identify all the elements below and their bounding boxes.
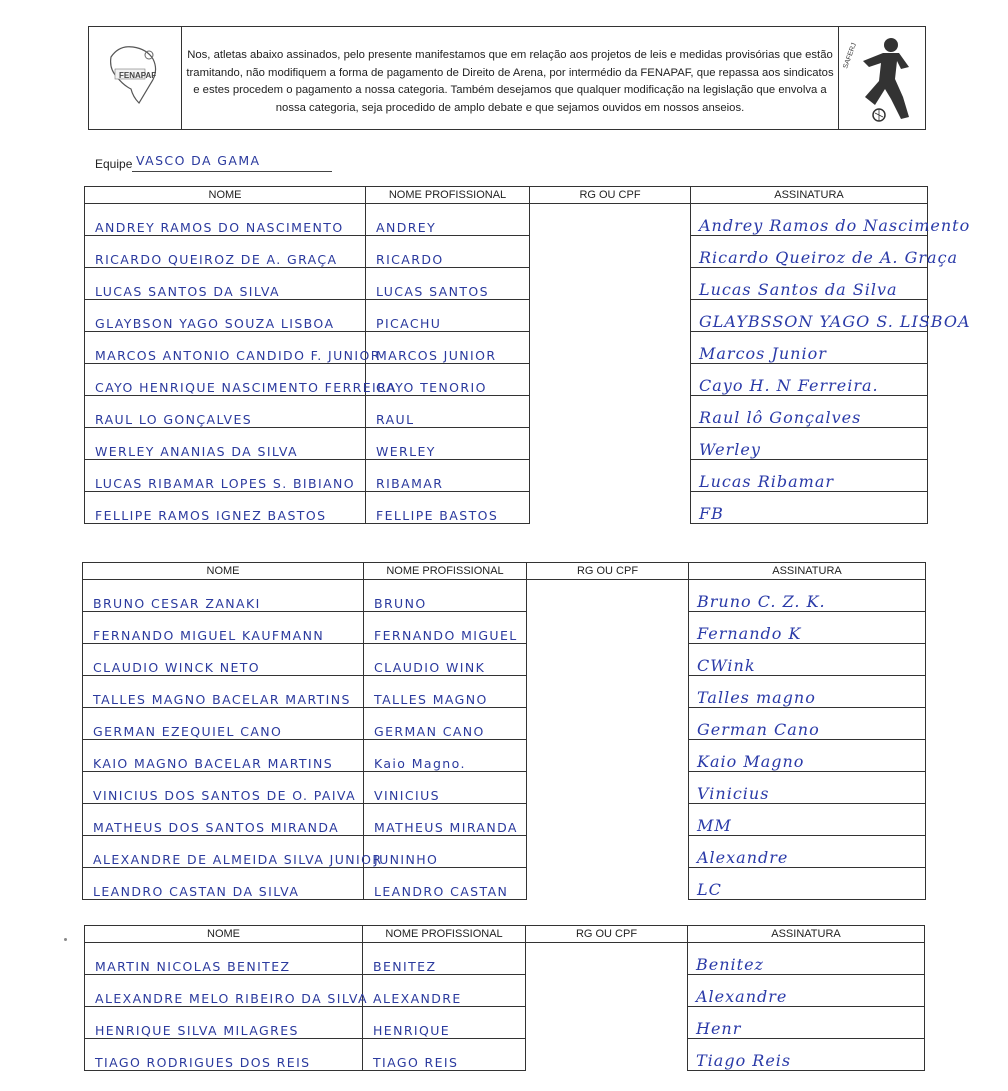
table-row — [83, 580, 926, 612]
nome-cell: ALEXANDRE DE ALMEIDA SILVA JUNIOR — [83, 836, 364, 868]
table-row — [83, 644, 926, 676]
table-row — [83, 804, 926, 836]
signature-cell: Andrey Ramos do Nascimento — [691, 204, 928, 236]
profissional-cell: RIBAMAR — [366, 460, 530, 492]
nome-cell: GLAYBSON YAGO SOUZA LISBOA — [85, 300, 366, 332]
rg-cell — [530, 364, 691, 396]
signature-cell: FB — [691, 492, 928, 524]
signature-cell: Raul lô Gonçalves — [691, 396, 928, 428]
nome-cell: LUCAS SANTOS DA SILVA — [85, 268, 366, 300]
nome-cell: TIAGO RODRIGUES DOS REIS — [85, 1039, 363, 1071]
nome-cell: FELLIPE RAMOS IGNEZ BASTOS — [85, 492, 366, 524]
table-row — [85, 204, 928, 236]
profissional-cell: Kaio Magno. — [364, 740, 527, 772]
header-nome: NOME — [85, 187, 366, 204]
nome-cell: RICARDO QUEIROZ DE A. GRAÇA — [85, 236, 366, 268]
profissional-cell: MATHEUS MIRANDA — [364, 804, 527, 836]
table-row — [85, 943, 925, 975]
nome-cell: HENRIQUE SILVA MILAGRES — [85, 1007, 363, 1039]
nome-cell: MATHEUS DOS SANTOS MIRANDA — [83, 804, 364, 836]
table-row — [83, 772, 926, 804]
signature-cell: Fernando K — [689, 612, 926, 644]
signature-cell: Lucas Santos da Silva — [691, 268, 928, 300]
nome-cell: LUCAS RIBAMAR LOPES S. BIBIANO — [85, 460, 366, 492]
athletes-table-1 — [84, 186, 971, 524]
rg-cell — [526, 1039, 688, 1071]
signature-cell: Talles magno — [689, 676, 926, 708]
signature-cell: Tiago Reis — [688, 1039, 925, 1071]
signature-cell: Marcos Junior — [691, 332, 928, 364]
rg-cell — [527, 868, 689, 900]
header-rg-cpf: RG OU CPF — [527, 563, 689, 580]
table-row — [85, 364, 928, 396]
signature-cell: Cayo H. N Ferreira. — [691, 364, 928, 396]
table-row — [85, 332, 928, 364]
nome-cell: TALLES MAGNO BACELAR MARTINS — [83, 676, 364, 708]
rg-cell — [526, 1007, 688, 1039]
header-nome-profissional: NOME PROFISSIONAL — [364, 563, 527, 580]
table-row — [85, 428, 928, 460]
profissional-cell: WERLEY — [366, 428, 530, 460]
header-nome-profissional: NOME PROFISSIONAL — [366, 187, 530, 204]
table-row — [83, 868, 926, 900]
football-player-icon — [839, 27, 923, 127]
rg-cell — [526, 943, 688, 975]
header-nome: NOME — [83, 563, 364, 580]
profissional-cell: GERMAN CANO — [364, 708, 527, 740]
table-row — [85, 492, 928, 524]
profissional-cell: CAYO TENORIO — [366, 364, 530, 396]
profissional-cell: LEANDRO CASTAN — [364, 868, 527, 900]
profissional-cell: FERNANDO MIGUEL — [364, 612, 527, 644]
rg-cell — [530, 268, 691, 300]
nome-cell: RAUL LO GONÇALVES — [85, 396, 366, 428]
nome-cell: WERLEY ANANIAS DA SILVA — [85, 428, 366, 460]
header-rg-cpf: RG OU CPF — [526, 926, 688, 943]
nome-cell: GERMAN EZEQUIEL CANO — [83, 708, 364, 740]
nome-cell: ANDREY RAMOS DO NASCIMENTO — [85, 204, 366, 236]
nome-cell: MARTIN NICOLAS BENITEZ — [85, 943, 363, 975]
rg-cell — [530, 236, 691, 268]
declaration-header — [88, 26, 926, 130]
table-row — [83, 676, 926, 708]
profissional-cell: CLAUDIO WINK — [364, 644, 527, 676]
rg-cell — [530, 300, 691, 332]
rg-cell — [527, 580, 689, 612]
signature-cell: Ricardo Queiroz de A. Graça — [691, 236, 928, 268]
athletes-table-3 — [84, 925, 925, 1071]
profissional-cell: RICARDO — [366, 236, 530, 268]
signature-cell: Werley — [691, 428, 928, 460]
declaration-text: Nos, atletas abaixo assinados, pelo presente manifestamos que em relação aos projetos de leis e medidas provisórias que estão tramitando, não modifiquem a forma de pagamento de Direito de Arena, por intermédio da FENAPAF, que repassa aos sindicatos e estes procedem o pagamento a nossa categoria. Também desejamos que qualquer modificação na legislação que envolva a nossa categoria, seja procedido de amplo debate e que sejamos ouvidos em nossos anseios. — [186, 49, 834, 114]
table-row — [83, 612, 926, 644]
rg-cell — [527, 740, 689, 772]
table-row — [85, 1007, 925, 1039]
signature-cell: Lucas Ribamar — [691, 460, 928, 492]
nome-cell: LEANDRO CASTAN DA SILVA — [83, 868, 364, 900]
saferj-logo-text: SAFERJ — [842, 42, 859, 70]
table-row — [85, 396, 928, 428]
nome-cell: ALEXANDRE MELO RIBEIRO DA SILVA — [85, 975, 363, 1007]
signature-cell: Bruno C. Z. K. — [689, 580, 926, 612]
profissional-cell: BRUNO — [364, 580, 527, 612]
signature-cell: LC — [689, 868, 926, 900]
signature-cell: German Cano — [689, 708, 926, 740]
table-row — [83, 708, 926, 740]
rg-cell — [527, 708, 689, 740]
profissional-cell: HENRIQUE — [363, 1007, 526, 1039]
header-nome-profissional: NOME PROFISSIONAL — [363, 926, 526, 943]
nome-cell: KAIO MAGNO BACELAR MARTINS — [83, 740, 364, 772]
fenapaf-logo — [89, 27, 182, 129]
athletes-table-2 — [82, 562, 926, 900]
profissional-cell: PICACHU — [366, 300, 530, 332]
signature-cell: Benitez — [688, 943, 925, 975]
table-row — [85, 268, 928, 300]
rg-cell — [527, 676, 689, 708]
saferj-logo — [838, 27, 925, 129]
equipe-label: Equipe — [95, 157, 133, 171]
profissional-cell: TALLES MAGNO — [364, 676, 527, 708]
rg-cell — [530, 460, 691, 492]
table-row — [83, 740, 926, 772]
table-row — [85, 1039, 925, 1071]
rg-cell — [530, 332, 691, 364]
profissional-cell: ALEXANDRE — [363, 975, 526, 1007]
signature-cell: Kaio Magno — [689, 740, 926, 772]
profissional-cell: ANDREY — [366, 204, 530, 236]
header-assinatura: ASSINATURA — [689, 563, 926, 580]
profissional-cell: RAUL — [366, 396, 530, 428]
equipe-value: VASCO DA GAMA — [136, 153, 261, 168]
rg-cell — [527, 804, 689, 836]
profissional-cell: TIAGO REIS — [363, 1039, 526, 1071]
nome-cell: CLAUDIO WINCK NETO — [83, 644, 364, 676]
profissional-cell: FELLIPE BASTOS — [366, 492, 530, 524]
nome-cell: BRUNO CESAR ZANAKI — [83, 580, 364, 612]
profissional-cell: MARCOS JUNIOR — [366, 332, 530, 364]
signature-cell: MM — [689, 804, 926, 836]
nome-cell: CAYO HENRIQUE NASCIMENTO FERREIRA — [85, 364, 366, 396]
header-rg-cpf: RG OU CPF — [530, 187, 691, 204]
nome-cell: VINICIUS DOS SANTOS DE O. PAIVA — [83, 772, 364, 804]
rg-cell — [530, 492, 691, 524]
rg-cell — [526, 975, 688, 1007]
signature-cell: Alexandre — [688, 975, 925, 1007]
header-assinatura: ASSINATURA — [691, 187, 928, 204]
profissional-cell: LUCAS SANTOS — [366, 268, 530, 300]
rg-cell — [530, 396, 691, 428]
table-row — [85, 975, 925, 1007]
nome-cell: FERNANDO MIGUEL KAUFMANN — [83, 612, 364, 644]
rg-cell — [527, 612, 689, 644]
header-nome: NOME — [85, 926, 363, 943]
equipe-underline — [132, 171, 332, 172]
table-row — [85, 236, 928, 268]
signature-cell: Alexandre — [689, 836, 926, 868]
table-row — [85, 300, 928, 332]
scan-speck — [64, 938, 67, 941]
signature-cell: CWink — [689, 644, 926, 676]
rg-cell — [530, 204, 691, 236]
table-row — [83, 836, 926, 868]
rg-cell — [527, 836, 689, 868]
fenapaf-logo-text: FENAPAF — [119, 71, 157, 80]
rg-cell — [527, 772, 689, 804]
signature-cell: Vinicius — [689, 772, 926, 804]
signature-cell: Henr — [688, 1007, 925, 1039]
profissional-cell: VINICIUS — [364, 772, 527, 804]
profissional-cell: JUNINHO — [364, 836, 527, 868]
profissional-cell: BENITEZ — [363, 943, 526, 975]
nome-cell: MARCOS ANTONIO CANDIDO F. JUNIOR — [85, 332, 366, 364]
table-row — [85, 460, 928, 492]
header-assinatura: ASSINATURA — [688, 926, 925, 943]
rg-cell — [530, 428, 691, 460]
signature-cell: GLAYBSSON YAGO S. LISBOA — [691, 300, 928, 332]
rg-cell — [527, 644, 689, 676]
